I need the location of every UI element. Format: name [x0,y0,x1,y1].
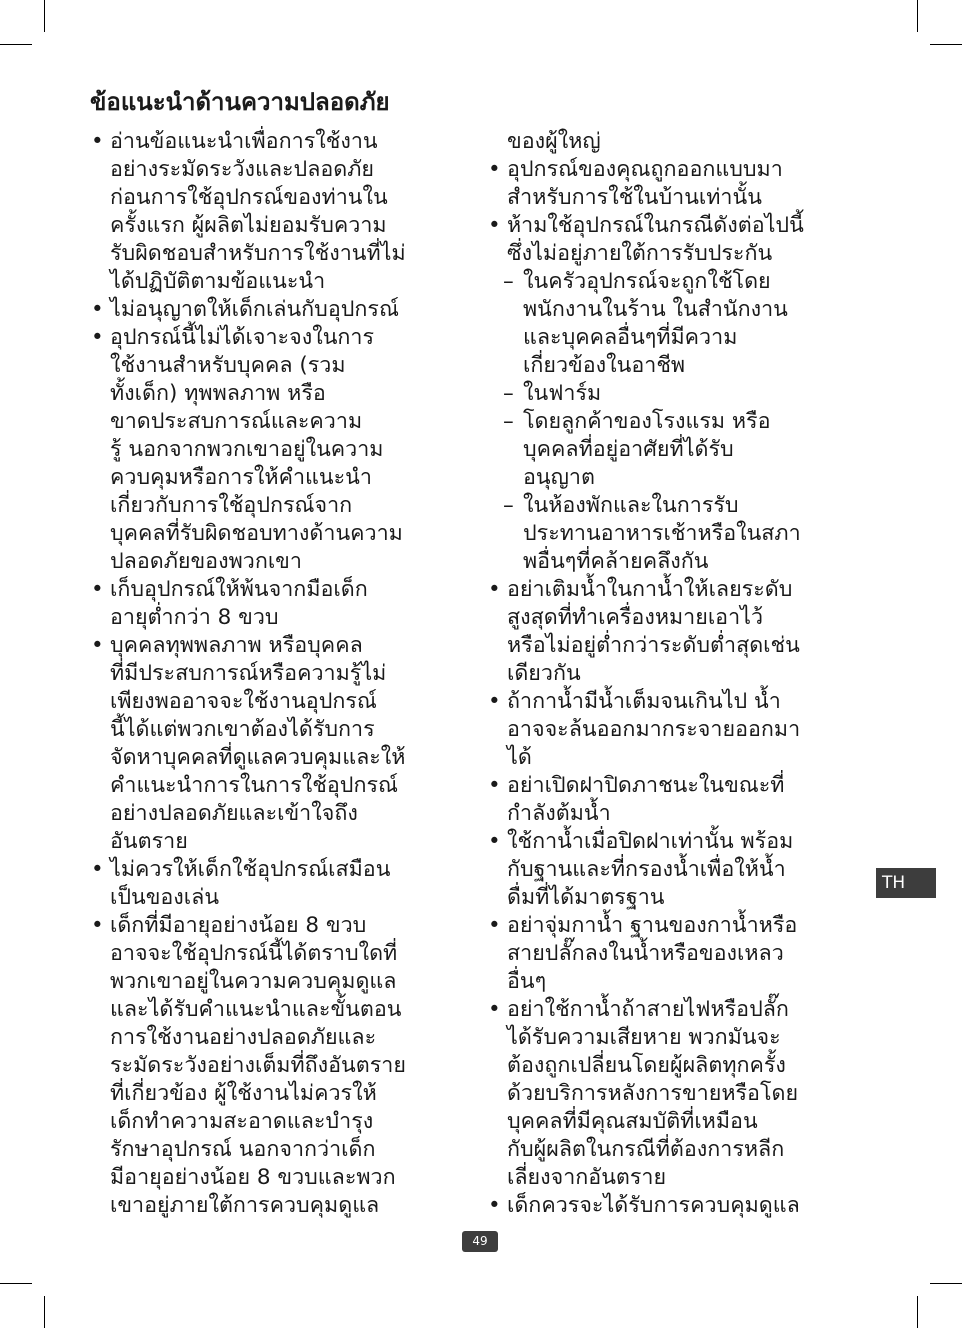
crop-mark [0,44,32,45]
list-item: • ห้ามใช้อุปกรณ์ในกรณีดังต่อไปนี้ ซึ่งไม่อยู่ภายใต้การรับประกัน [487,212,857,268]
crop-mark [0,1283,32,1284]
page-title: ข้อแนะนำด้านความปลอดภัย [90,88,390,116]
list-item: • อุปกรณ์นี้ไม่ได้เจาะจงในการ ใช้งานสำหรับบุคคล (รวม ทั้งเด็ก) ทุพพลภาพ หรือ ขาดประสบการณ์และความ รู้ นอกจากพวกเขาอยู่ในความ ควบคุมหรือการให้คำแนะนำ เกี่ยวกับการใช้อุปกรณ์จาก บุคคลที่รับผิดชอบทางด้านความ ปลอดภัยของพวกเขา [90,324,470,576]
sub-list-item: – ในครัวอุปกรณ์จะถูกใช้โดย พนักงานในร้าน ในสำนักงาน และบุคคลอื่นๆที่มีความ เกี่ยวข้องในอาชีพ [487,268,857,380]
list-item: • บุคคลทุพพลภาพ หรือบุคคล ที่มีประสบการณ์หรือความรู้ไม่ เพียงพออาจจะใช้งานอุปกรณ์ นี้ได้แต่พวกเขาต้องได้รับการ จัดหาบุคคลที่ดูแลควบคุมและให้ คำแนะนำการในการใช้อุปกรณ์ อย่างปลอดภัยและเข้าใจถึง อันตราย [90,632,470,856]
sub-list-item: – ในห้องพักและในการรับ ประทานอาหารเช้าหรือในสภา พอื่นๆที่คล้ายคลึงกัน [487,492,857,576]
list-item: • ถ้ากาน้ำมีน้ำเต็มจนเกินไป น้ำ อาจจะล้นออกมากระจายออกมา ได้ [487,688,857,772]
list-item: • อย่าจุ่มกาน้ำ ฐานของกาน้ำหรือ สายปลั๊กลงในน้ำหรือของเหลว อื่นๆ [487,912,857,996]
list-item: • อย่าเปิดฝาปิดภาชนะในขณะที่ กำลังต้มน้ำ [487,772,857,828]
list-item: • อย่าใช้กาน้ำถ้าสายไฟหรือปลั๊ก ได้รับความเสียหาย พวกมันจะ ต้องถูกเปลี่ยนโดยผู้ผลิตทุกครั้ง ด้วยบริการหลังการขายหรือโดย บุคคลที่มีคุณสมบัติที่เหมือน กับผู้ผลิตในกรณีที่ต้องการหลีก เลี่ยงจากอันตราย [487,996,857,1192]
crop-mark [930,44,962,45]
list-item: • อุปกรณ์ของคุณถูกออกแบบมา สำหรับการใช้ในบ้านเท่านั้น [487,156,857,212]
crop-mark [917,0,918,32]
crop-mark [44,1296,45,1328]
list-item: • อย่าเติมน้ำในกาน้ำให้เลยระดับ สูงสุดที่ทำเครื่องหมายเอาไว้ หรือไม่อยู่ต่ำกว่าระดับต่ำสุดเช่น เดียวกัน [487,576,857,688]
sub-list-item: – ในฟาร์ม [487,380,857,408]
list-item: • ไม่อนุญาตให้เด็กเล่นกับอุปกรณ์ [90,296,470,324]
list-item: • ไม่ควรให้เด็กใช้อุปกรณ์เสมือน เป็นของเล่น [90,856,470,912]
list-item: • เก็บอุปกรณ์ให้พ้นจากมือเด็ก อายุต่ำกว่า 8 ขวบ [90,576,470,632]
right-column [487,128,857,1220]
list-item: • ใช้กาน้ำเมื่อปิดฝาเท่านั้น พร้อม กับฐานและที่กรองน้ำเพื่อให้น้ำ ดื่มที่ได้มาตรฐาน [487,828,857,912]
sub-list-item: – โดยลูกค้าของโรงแรม หรือ บุคคลที่อยู่อาศัยที่ได้รับ อนุญาต [487,408,857,492]
crop-mark [44,0,45,32]
page-number: 49 [462,1231,498,1252]
crop-mark [917,1296,918,1328]
crop-mark [930,1283,962,1284]
left-column [90,128,470,1220]
list-item-continuation: ของผู้ใหญ่ [507,129,601,154]
language-tab: TH [876,868,936,898]
list-item: • เด็กควรจะได้รับการควบคุมดูแล [487,1192,857,1220]
list-item: • อ่านข้อแนะนำเพื่อการใช้งาน อย่างระมัดระวังและปลอดภัย ก่อนการใช้อุปกรณ์ของท่านใน ครั้งแรก ผู้ผลิตไม่ยอมรับความ รับผิดชอบสำหรับการใช้งานที่ไม่ ได้ปฏิบัติตามข้อแนะนำ [90,128,470,296]
list-item: • เด็กที่มีอายุอย่างน้อย 8 ขวบ อาจจะใช้อุปกรณ์นี้ได้ตราบใดที่ พวกเขาอยู่ในความควบคุมดูแล และได้รับคำแนะนำและขั้นตอน การใช้งานอย่างปลอดภัยและ ระมัดระวังอย่างเต็มที่ถึงอันตราย ที่เกี่ยวข้อง ผู้ใช้งานไม่ควรให้ เด็กทำความสะอาดและบำรุง รักษาอุปกรณ์ นอกจากว่าเด็ก มีอายุอย่างน้อย 8 ขวบและพวก เขาอยู่ภายใต้การควบคุมดูแล [90,912,470,1220]
